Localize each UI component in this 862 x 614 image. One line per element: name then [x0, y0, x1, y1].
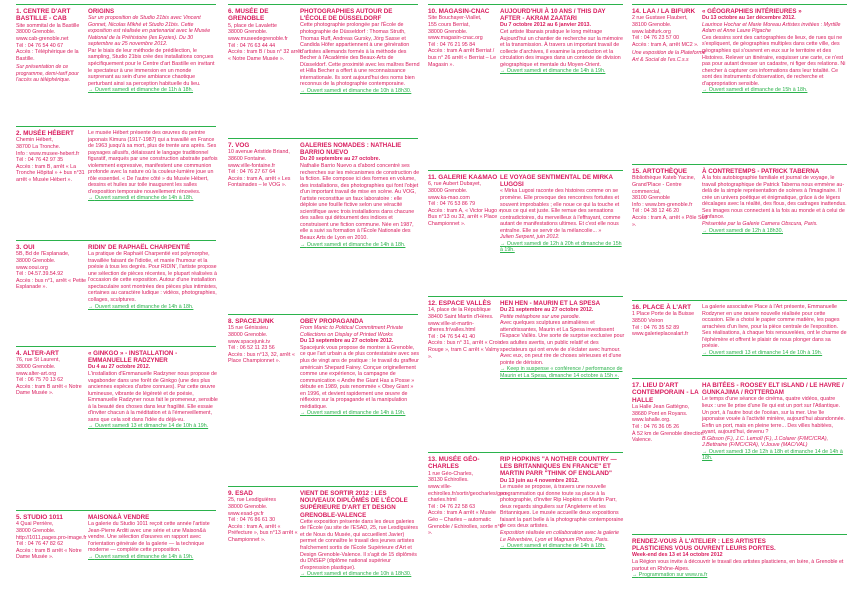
event-description: Le musée Hébert présente des œuvres du peintre japonais Kimura (1917-1987) qui a travaillé en France de 1963 jusqu'à sa mort, plus de trente ans après. Ses paysages allusifs, délaissant le langage traditionnel figuratif, marqués par une construction abstraite parfois violemment expressive, manifestent une communion profonde avec la nature où la couleur-lumière joue un rôle essentiel. « De l'autre côté » du Musée Hébert, dessins et huiles sur toile inaugurent les salles d'exposition temporaire nouvellement rénovées. [88, 130, 218, 195]
venue-block [228, 142, 304, 189]
event-description: Le temps d'une séance de cinéma, quatre vidéos, quatre lieux : une île prise d'une île qui est un port sur l'Atlantique. Un port, à l'autre bout de l'océan, sur la mer. Une île japonaise vouée à l'activité minière, aujourd'hui abandonnée. Enfin un port, mais en pleine terre... Des villes habitées, ayant, aujourd'hui, devenu ? [702, 396, 846, 436]
event-block [300, 318, 420, 417]
venue-entry-5 [16, 510, 216, 600]
event-block [88, 514, 218, 561]
venue-entry-4 [16, 346, 216, 446]
event-note: Laurince Hochar et Marie Moreau Artistes invitées : Myrtille Adam et Anne Laure Pigache [702, 21, 841, 35]
event-description: Nathalie Barrio Nuevo a d'abord concentré ses recherches sur les mécanismes de construction de la fiction. Elle compose ici des formes en volume, des installations, des photographies qui font l'objet d'un important travail de mise en scène. Au VOG, l'artiste reconstitue un faux laboratoire : elle déploie une fouille fictive selon une véracité scientifique avec trois installations dans chacune des salles qui détournent des indices et construisent une fiction commune. Née en 1987, elle a suivi sa formation à l'École Nationale des Beaux Arts de Lyon en 2010. [300, 163, 420, 242]
venue-name: 9. ESAD [228, 490, 253, 497]
event-title: AUJOURD'HUI À 10 ANS / THIS DAY AFTER - AKRAM ZAATARI [500, 8, 606, 23]
divider-rule [632, 4, 847, 5]
venue-info: Site sommital de la Bastille 38000 Grenoble. www.cab-grenoble.net Tél : 04 76 54 40 67 Accès : Téléphérique de la Bastille. [16, 22, 80, 62]
event-title: « GINKGO » - INSTALLATION - EMMANUELLE RADZYNER [88, 350, 178, 365]
divider-rule [228, 138, 418, 139]
venue-info: 5B, Bd de l'Esplanade, 38000 Grenoble. www.ooui.org Tél : 04.57.39.54.92 Accès : bus n°1, arrêt « Petite Esplanade ». [16, 251, 87, 291]
event-title: HEN HEN - MAURIN ET LA SPESA [500, 300, 601, 307]
venue-name: 3. OUI [16, 244, 35, 251]
event-hours-link[interactable]: → Ouvert samedi et dimanche de 10h à 18h30. [300, 88, 420, 95]
venue-block [632, 8, 708, 63]
event-title: HA BITÉES - ROOSEY ELT ISLAND / LE HAVRE / GUNKAJIMA / ROTTERDAM [702, 382, 844, 397]
venue-entry-10 [428, 4, 623, 169]
venue-block [228, 318, 304, 365]
event-description: La pratique de Raphaël Charpentié est polymorphe, travaillée faisant de l'idiotie, et manie l'humour et la poésie à tous les degrés. Pour RIDIN', l'artiste propose une sélection de pièces récentes, le plupart réalisées à l'occasion de cette exposition. Autour d'une installation spectaculaire sont montrées des pièces plus intimistes, certaines au caractère ludique : vidéos, photographies, collages, sculptures. [88, 251, 218, 304]
event-description: Cette exposition présente dans les deux galeries de l'École (au site de l'ESAD, 25, rue Lesdiguières et de Nous du Musée, qui accueillent Javier) permet de connaître le travail des jeunes artistes fraîchement sortis de l'École Supérieure d'Art et Design Grenoble-Valence. Il s'agit de 15 diplômés du DNSEP (diplôme national supérieur d'expression plastique). [300, 518, 419, 571]
event-description: Avec quelques sculptures animalières et attendrissantes, Maurin et La Spesa investissent l'Espace Vallès. Une sorte de surprise exclusive pour des adultes avertis, un public relatif et des spectateurs qui ont envie de s'éclater avec humour. Avec eux, on peut rire de choses sérieuses et d'une pointe de dérision. [500, 320, 625, 366]
venue-name: 11. GALERIE KA&MAO [428, 174, 498, 181]
venue-entry-14 [632, 4, 847, 159]
rendez-vous-entry [632, 534, 847, 604]
venue-entry-7 [228, 138, 418, 308]
event-block [88, 350, 218, 430]
venue-entry-15 [632, 164, 847, 289]
event-description: « Mirka Lugosi raconte des histoires comme on se promène. Elle provoque des rencontres fortuites et souvent improbables ; elle noue ce qui la touche et nous ce qui est juste. Elle remue des sensations contradictoires, du merveilleux à l'effrayant, comme autant de manifestations ultimes. Et c'est elle nous entraîne. Elle se servir de la mélancolie... » [500, 188, 621, 234]
venue-entry-8 [228, 314, 418, 464]
event-title: PHOTOGRAPHIES AUTOUR DE L'ÉCOLE DE DÜSSELDORF [300, 8, 393, 23]
divider-rule [16, 346, 216, 347]
venue-info: Bibliothèque Kateb Yacine, Grand'Place - Centre commercial, 38100 Grenoble Info : www.bm-grenoble.fr Tél : 04 38 12 46 20 Accès : tram A, arrêt « Pôle Sud ». [632, 175, 708, 228]
event-date: Du 21 septembre au 27 octobre 2012. [500, 307, 594, 314]
event-date: Du 4 au 27 octobre 2012. [88, 364, 151, 371]
divider-rule [632, 164, 847, 165]
event-hours-link[interactable]: → Ouvert samedi 13 et dimanche 14 de 10h à 19h. [88, 423, 218, 430]
venue-name: 7. VOG [228, 142, 250, 149]
venue-name: 6. MUSÉE DE GRENOBLE [228, 8, 269, 23]
event-hours-link[interactable]: → Ouvert samedi et dimanche de 14h à 19h. [300, 410, 420, 417]
rendez-vous-title: RENDEZ-VOUS À L'ATELIER : LES ARTISTES PLASTICIENS VOUS OUVRENT LEURS PORTES. [632, 538, 776, 553]
venue-info: Chemin Hébert, 38700 La Tronche. Info : www.musee-hebert.fr Tél : 04 76 42 97 35 Accès : tram B, arrêt « La Tronche Hôpital » + bus n°31 arrêt « Musée Hébert ». [16, 137, 85, 183]
event-hours-link[interactable]: → Ouvert samedi et dimanche de 11h à 18h. [88, 87, 218, 94]
venue-info: 5, place de Lavalette 38000 Grenoble. www.museedegrenoble.fr Tél : 04 76 63 44 44 Accès : tram B / bus n° 32 arrêt « Notre Dame Musée ». [228, 22, 302, 62]
event-date: Du 7 octobre 2012 au 6 janvier 2013. [500, 22, 591, 29]
event-date: Du 20 septembre au 27 octobre. [300, 156, 381, 163]
rendez-vous-date: Week-end des 13 et 14 octobre 2012 [632, 552, 723, 559]
divider-rule [632, 300, 847, 301]
venue-name: 4. ALTER-ART [16, 350, 59, 357]
venue-name: 2. MUSÉE HÉBERT [16, 130, 74, 137]
divider-rule [428, 4, 623, 5]
event-title: MAISON&À VENDRE [88, 514, 150, 521]
venue-entry-11 [428, 170, 623, 295]
venue-entry-16 [632, 300, 847, 380]
event-title: GALERIES NOMADES : NATHALIE BARRIO NUEVO [300, 142, 402, 157]
venue-block [428, 456, 508, 537]
venue-info: 1 rue Géo-Charles, 38130 Échirolles. www.ville-echirolles.fr/sortir/geocharles/geo-charles.html Tél : 04 76 22 58 63 Accès : tram A arrêt « Musée Géo – Charles – automatic Grenoble / Echirolles, sortie n°6 ». [428, 470, 508, 537]
venue-info: La Halle Jean Gattégno, 38680 Pont en Royans. www.lahalle.org. Tél : 04 76 36 05 26 À 52 km de Grenoble direction Valence. [632, 404, 704, 444]
event-description: Par le biais de leur méthode de prédilection, le sampling, Studio 21bis crée des installations conçues spécifiquement pour le Centre d'art Bastille en invitant le spectateur à une immersion en un monde surprenant au sein d'une ambiance chaotique perturbant ainsi sa perception habituelle du lieu. [88, 47, 215, 87]
venue-info: 1 Place Porte de la Buisse 38500 Voiron Tél : 04 76 35 52 89 www.galerieplacealart.fr [632, 311, 695, 338]
venue-block [16, 244, 92, 291]
event-block [88, 130, 218, 202]
event-block [500, 8, 625, 75]
event-note: Exposition réalisée en collaboration avec la galerie Le Réverbère, Lyon et Magnum Photos, Paris. [500, 530, 619, 543]
venue-name: 15. ARTOTHÈQUE [632, 168, 688, 175]
divider-rule [16, 240, 216, 241]
venue-info: 2 rue Gustave Flaubert, 38100 Grenoble. www.labifurk.org Tél : 04 76 23 57 00 Accès : tram A, arrêt MC2 ». [632, 15, 699, 48]
venue-info: Site Bouchayer-Viallet, 155 cours Berriat, 38000 Grenoble. www.magasin-cnac.org Tél : 04 76 21 95 84 Accès : tram A arrêt Berriat / bus n° 26 arrêt « Berriat – Le Magasin ». [428, 15, 497, 68]
venue-entry-17 [632, 378, 847, 503]
venue-info: 76, rue St Laurent, 38000 Grenoble. www.alter-art.org Tél : 06 75 70 13 62 Accès : tram B arrêt « Notre Dame Musée ». [16, 357, 82, 397]
event-block [88, 244, 218, 310]
venue-block [228, 490, 304, 544]
event-hours-link[interactable]: → Ouvert samedi et dimanche de 14h à 18h. [88, 195, 218, 202]
rendez-vous-description: La Région vous invite à découvrir le travail des artistes plasticiens, en Isère, à Grenoble et partout en Rhône-Alpes. [632, 559, 844, 572]
venue-name: 8. SPACEJUNK [228, 318, 275, 325]
divider-rule [228, 4, 418, 5]
rendez-vous-block [632, 538, 847, 579]
event-block [500, 300, 625, 379]
event-description: Ces dessins sont des cartographies de lieux, de rues qui ne s'expliquent, de géographies multiples dans cette ville, des géographies qui s'ouvrent en eux sur le territoire et des Histoires. Relever un itinéraire, esquisser une carte, ce n'est pas pour autant dresser un cadastre, ni figer des relations. Ni chercher à capturer ces informations dans leur totalité. Ce sont des instruments d'observation, de recherche et d'appropriation sensible. [702, 34, 846, 87]
venue-name: 5. STUDIO 1011 [16, 514, 63, 521]
event-title: OBEY PROPAGANDA [300, 318, 364, 325]
venue-block [16, 350, 92, 397]
venue-block [428, 174, 504, 228]
event-title: ORIGINS [88, 8, 115, 15]
event-title: À CONTRETEMPS - PATRICK TABERNA [702, 168, 820, 175]
venue-entry-13 [428, 452, 623, 602]
venue-name: 1. CENTRE D'ART BASTILLE - CAB [16, 8, 71, 23]
venue-block [228, 8, 304, 62]
divider-rule [632, 378, 847, 379]
event-hours-link[interactable]: → Ouvert samedi et dimanche de 15h à 18h. [702, 87, 847, 94]
event-description: Spacejunk vous propose de montrer à Grenoble, ce que l'art urbain a de plus contestataire avec ses plus de vingt ans de pratique : le travail du graffeur américain Shepard Fairey. Conçue originellement comme une expérience, la campagne de communication « Andre the Giant Has a Posse » débute en 1989, puis renommée « Obey Giant » en 1996, et devient rapidement une œuvre de réflexion sur la propagande et la manipulation médiatique. [300, 344, 420, 410]
divider-rule [428, 170, 623, 171]
event-block [702, 304, 847, 356]
event-date: Du 13 juin au 4 novembre 2012. [500, 477, 579, 484]
event-hours-link[interactable]: → Ouvert samedi de 12h à 18h30. [702, 228, 847, 235]
venue-name: 16. PLACE À L'ART [632, 304, 692, 311]
event-block [702, 8, 847, 94]
event-hours-link[interactable]: → Ouvert samedi et dimanche de 14h à 18h. [88, 304, 218, 311]
venue-note: Une exposition de la Plateforme Art & Social de l'es.C.s.s [632, 50, 706, 63]
divider-rule [632, 534, 847, 535]
event-note: Petite métaphore sur une parodie. [500, 313, 581, 320]
venue-name: 17. LIEU D'ART CONTEMPORAIN - LA HALLE [632, 382, 699, 404]
venue-entry-1 [16, 4, 216, 142]
event-note: Présentée par la Galerie Camera Obscura, Paris. [702, 221, 818, 228]
venue-note: Sur présentation de ce programme, demi-tarif pour l'accès au téléphérique. [16, 64, 79, 84]
event-note: From Manic to Political Commitment Private Collections on Display of Printed Works [300, 325, 404, 338]
venue-info: 25, rue Lesdiguières 38000 Grenoble. www.esad-gv.fr Tél : 04 76 86 61 30 Accès : tram A, arrêt « Préfecture », bus n°13 arrêt « Championnet ». [228, 497, 298, 543]
venue-entry-3 [16, 240, 216, 335]
venue-block [428, 8, 504, 68]
venue-entry-6 [228, 4, 418, 144]
venue-name: 14. LAA / LA BIFURK [632, 8, 696, 15]
event-description: Cette photographie prolongée par l'École de photographie de Düsseldorf : Thomas Struth, Thomas Ruff, Andreas Gursky, Jörg Sasse et Candida Höfer appartiennent à une génération d'artistes allemands formés à la méthode des Becher à l'Académie des Beaux-Arts de Düsseldorf. Cette proximité avec les maîtres Bernd et Hilla Becher a offert à une reconnaissance internationale. Ils sont aujourd'hui des noms bien reconnus de la photographie contemporaine. [300, 22, 420, 88]
divider-rule [428, 296, 623, 297]
divider-rule [16, 510, 216, 511]
event-title: LE VOYAGE SENTIMENTAL DE MIRKA LUGOSI [500, 174, 613, 189]
event-description: À la fois autobiographie familiale et journal de voyage, le travail photographique de Patrick Taberna nous emmène au-delà de la simple représentation de scènes à l'imaginaire. Il crée un univers poétique et énigmatique, grâce à de légers décalages avec la réalité, des flous, des cadrages inattendus. Ses images nous connectent à la fois au monde et à celui de l'enfance. [702, 175, 847, 221]
venue-info: 6, rue Aubert Dubayet, 38000 Grenoble. www.ka-mao.com Tél : 04 76 53 86 79 Accès : tram A, « Victor Hugo », Bus n°13 ou 32, arrêt « Place Championnet ». [428, 181, 503, 227]
event-title: VIENT DE SORTIR 2012 : LES NOUVEAUX DIPLÔMÉS DE L'ÉCOLE SUPÉRIEURE D'ART ET DESIGN GRENOBLE-VALENCE [300, 490, 408, 519]
venue-name: 12. ESPACE VALLÈS [428, 300, 491, 307]
event-description: Le musée se propose, à travers une nouvelle programmation qui donne toute sa place à la photographie, d'inviter Rip Hopkins et Martin Parr, deux regards singuliers sur l'Angleterre et les Britanniques. Le musée accueille deux expositions faisant la part belle à la photographie contemporaine de ces deux artistes. [500, 484, 624, 530]
event-block [500, 456, 625, 550]
divider-rule [228, 486, 418, 487]
event-note: Sur un proposition de Studio 21bis avec Vincent Gonnet, Nicolas Mikhé et Studio 21bis. Cette exposition est réalisée en partenariat avec le Musée National de la Préhistoire (les Eyzies). Du 30 septembre au 25 novembre 2012. [88, 15, 211, 48]
venue-entry-2 [16, 126, 216, 246]
event-title: RIDIN' DE RAPHAËL CHARPENTIÉ [88, 244, 191, 251]
event-hours-link[interactable]: → Ouvert samedi et dimanche de 14h à 18h. [300, 242, 420, 249]
event-block [88, 8, 218, 94]
event-hours-link[interactable]: → Ouvert samedi de 12h à 20h et dimanche de 15h à 19h. [500, 241, 625, 254]
venue-block [632, 304, 708, 338]
event-hours-link[interactable]: → Keep in suspense « conférence / performance de Maurin et La Spesa, dimanche 14 octobre à 15h ». [500, 366, 625, 379]
venue-info: 4 Quai Perrière, 38000 Grenoble. http://1011.pages.pro-image.fr Tél : 04 76 47 82 62 Accès : tram B arrêt « Notre Dame Musée ». [16, 521, 87, 561]
venue-name: 10. MAGASIN-CNAC [428, 8, 490, 15]
venue-entry-9 [228, 486, 418, 606]
divider-rule [16, 4, 216, 5]
event-date: Du 13 octobre au 1er décembre 2012. [702, 15, 796, 22]
event-hours-link[interactable]: → Ouvert samedi et dimanche de 14h à 19h. [500, 68, 625, 75]
event-title: RIP HOPKINS "A NOTHER COUNTRY — LES BRITANNIQUES EN FRANCE" ET MARTIN PARR "THINK OF ENGLAND" [500, 456, 617, 478]
divider-rule [228, 314, 418, 315]
venue-entry-12 [428, 296, 623, 446]
event-block [500, 174, 625, 254]
event-note: Julien Serpent, juin 2012. [500, 234, 560, 241]
rendez-vous-link[interactable]: → Programmation sur www.ra.fr [632, 572, 847, 579]
venue-info: 14, place de la République 38400 Saint Martin d'Hères. www.ville-st-martin-dheres.fr/valles.html Tél : 04 76 54 41 40 Accès : bus n° 31, arrêt « Croix Rouge », tram C arrêt « Valmy ». [428, 307, 502, 360]
venue-info: 10 avenue Aristide Briand, 38600 Fontaine. www.ville-fontaine.fr Tél : 04 76 27 67 64 Accès : tram A, arrêt « Les Fontainades – le VOG ». [228, 149, 291, 189]
divider-rule [428, 452, 623, 453]
venue-info: 15 rue Génissieu 38000 Grenoble. www.spacejunk.tv Tél : 06 52 11 23 56 Accès : bus n°13, 32, arrêt « Place Championnet ». [228, 325, 295, 365]
event-hours-link[interactable]: → Ouvert samedi et dimanche de 10h à 18h30. [300, 571, 420, 578]
event-block [702, 382, 847, 462]
event-date: Du 13 septembre au 27 octobre 2012. [300, 338, 394, 345]
venue-block [632, 382, 708, 444]
venue-name: 13. MUSÉE GÉO-CHARLES [428, 456, 480, 471]
event-hours-link[interactable]: → Ouvert samedi et dimanche de 14h à 18h. [500, 543, 625, 550]
event-block [702, 168, 847, 234]
event-note: B.Gibson (F.), J.C. Lemoîl (F.), J.Colarer (F/MC/CRA), J.Bettraine (F/MC/CRA), V.Jouve (MAC/VAL) [702, 435, 829, 449]
event-description: La galerie du Studio 1011 reçoit cette année l'artiste Jean-Pierre Arditi avec une série et une Maison&à vendre. Une sélection d'œuvres en rapport avec l'orientation générale de la galerie — la technique moderne — complète cette proposition. [88, 521, 210, 554]
event-hours-link[interactable]: → Ouvert samedi 13 de 12h à 18h et dimanche 14 de 14h à 18h. [702, 449, 847, 462]
event-hours-link[interactable]: → Ouvert samedi 13 et dimanche 14 de 10h à 19h. [702, 350, 847, 357]
venue-block [428, 300, 504, 360]
event-hours-link[interactable]: → Ouvert samedi et dimanche de 14h à 19h. [88, 554, 218, 561]
venue-block [16, 514, 92, 561]
event-description: Cet artiste libanais pratique le long métrage Aujourd'hui un chantier de recherche sur la mémoire et la transmission. À travers un important travail de collecte d'archives, il examine la production et la circulation des images dans un contexte de division géographique et mentale du Moyen-Orient. [500, 29, 623, 68]
venue-block [16, 130, 92, 184]
event-block [300, 490, 420, 578]
divider-rule [16, 126, 216, 127]
event-title: « GÉOGRAPHIES INTÉRIEURES » [702, 8, 802, 15]
venue-block [16, 8, 92, 84]
event-description: La galerie associative Place à l'Art présente, Emmanuelle Rodzyner en une œuvre nouvelle réalisée pour cette occasion. Elle a choisi le papier comme matière, les pages arrachées d'un livre, pour la pièce centrale de l'exposition. Ses réalisations, à chaque fois renouvelées, ont le charme de l'éphémère et offrent le plaisir de nous plonger dans sa poésie. [702, 304, 847, 350]
event-block [300, 8, 420, 94]
event-description: L'installation d'Emmanuelle Radzyner nous propose de vagabonder dans une forêt de Ginkgo (une des plus anciennes espèces d'arbre connues). Par cette œuvre lumineuse, vibrante de légèreté et de poésie, Emmanuelle Radzyner nous fait le promeneur, sensible à la beauté des choses dans leur fragilité. Elle essaie d'inviter chacun à la méditation et à l'émerveillement, sans que cela soit dans l'idée du déjà-vu. [88, 371, 218, 423]
event-block [300, 142, 420, 248]
venue-block [632, 168, 708, 228]
